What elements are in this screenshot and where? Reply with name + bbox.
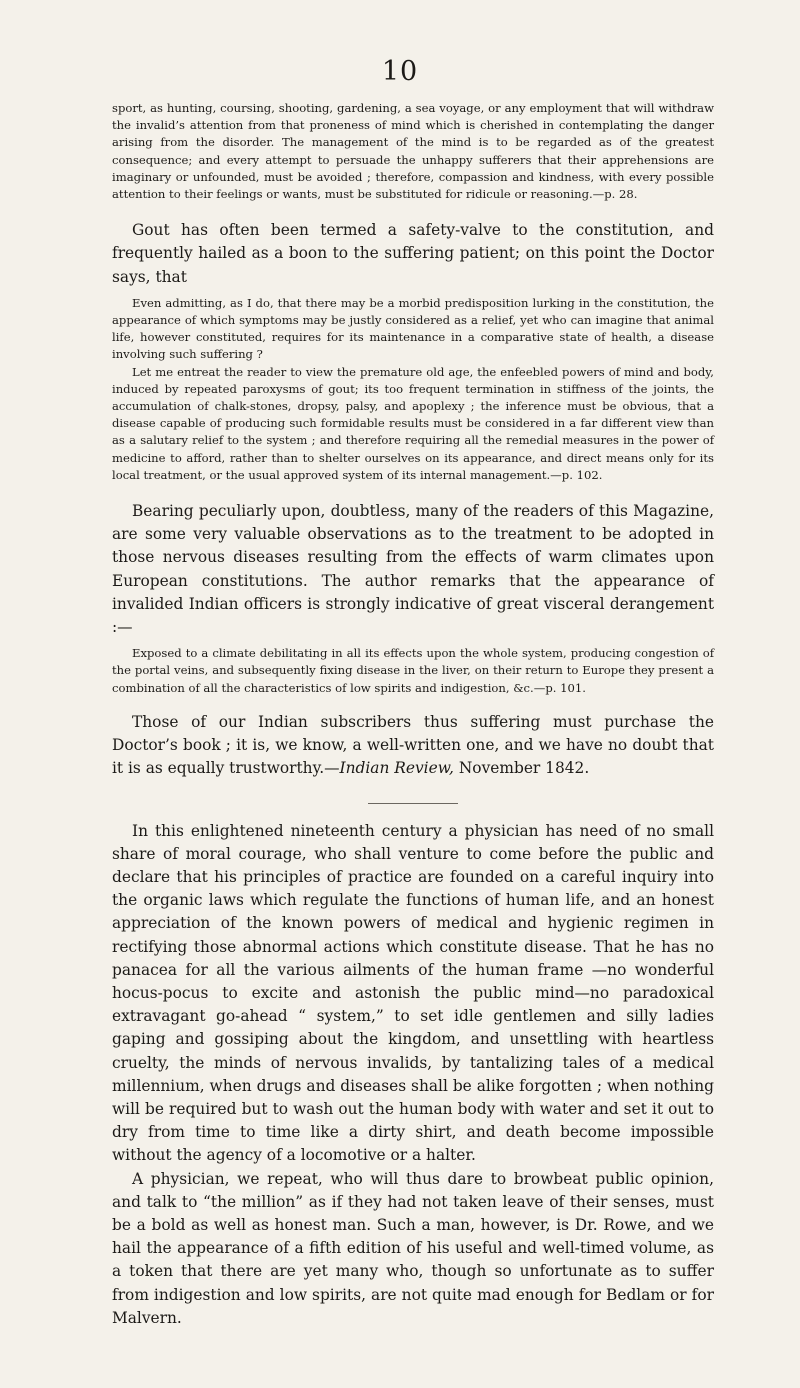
paragraph-indian-review <box>112 711 714 781</box>
paragraph-gout-quote-2: Let me entreat the reader to view the premature old age, the enfeebled powers of mind and body, induced by repeated paroxysms of gout; its too frequent termination in stiffness of the joints, the accumulation of chalk-stones, dropsy, palsy, and apoplexy ; the inference must be obvious, that a disease capable of producing such formidable results must be considered in a far different view than as a salutary relief to the system ; and therefore requiring all the remedial measures in the power of medicine to afford, rather than to shelter ourselves on its appearance, and direct means only for its local treatment, or the usual approved system of its internal management.—p. 102. <box>112 364 714 482</box>
paragraph-sport-excerpt: sport, as hunting, coursing, shooting, gardening, a sea voyage, or any employment that will withdraw the invalid’s attention from that proneness of mind which is cherished in contemplating the danger arising from the disorder. The management of the mind is to be regarded as of the greatest consequence; and every attempt to persuade the unhappy sufferers that their apprehensions are imaginary or unfounded, must be avoided ; therefore, compassion and kindness, with every possible attention to their feelings or wants, must be substituted for ridicule or reasoning.—p. 28. <box>112 101 714 202</box>
review-text: Those of our Indian subscribers thus suffering must purchase the Doctor’s book ; it is, we know, a well-written one, and we have no doubt that it is as equally trustworthy.— <box>112 712 714 778</box>
paragraph-gout-quote-1: Even admitting, as I do, that there may be a morbid predisposition lurking in the constitution, the appearance of which symptoms may be justly considered as a relief, yet who can imagine that animal life, however constituted, requires for its maintenance in a comparative state of health, a disease involving such suffering ? <box>112 295 714 362</box>
paragraph-physician-courage: In this enlightened nineteenth century a physician has need of no small share of moral courage, who shall venture to come before the public and declare that his principles of practice are founded on a careful inquiry into the organic laws which regulate the functions of human life, and an honest appreciation of the known powers of medical and hygienic regimen in rectifying those abnormal actions which constitute disease. That he has no panacea for all the various ailments of the human frame —no wonderful hocus-pocus to excite and astonish the public mind—no paradoxical extravagant go-ahead “ system,” to set idle gentlemen and silly ladies gaping and gossiping about the kingdom, and unsettling with heartless cruelty, the minds of nervous invalids, by tantalizing tales of a medical millennium, when drugs and diseases shall be alike forgotten ; when nothing will be required but to wash out the human body with water and set it out to dry from time to time like a dirty shirt, and death become impossible without the agency of a locomotive or a halter. <box>112 821 714 1165</box>
page-number: 10 <box>381 56 419 87</box>
paragraph-dr-rowe: A physician, we repeat, who will thus dare to browbeat public opinion, and talk to “the million” as if they had not taken leave of their senses, must be a bold as well as honest man. Such a man, however, is Dr. Rowe, and we hail the appearance of a fifth edition of his useful and well-timed volume, as a token that there are yet many who, though so unfortunate as to suffer from indigestion and low spirits, are not quite mad enough for Bedlam or for Malvern. <box>112 1169 714 1327</box>
section-divider <box>368 803 458 804</box>
review-source: Indian Review, <box>339 759 454 778</box>
paragraph-climate-quote: Exposed to a climate debilitating in all its effects upon the whole system, producing congestion of the portal veins, and subsequently fixing disease in the liver, on their return to Europe they present a combination of all the characteristics of low spirits and indigestion, &c.—p. 101. <box>112 646 714 695</box>
review-date: November 1842. <box>453 759 590 778</box>
paragraph-gout-intro: Gout has often been termed a safety-valve to the constitution, and frequently hailed as a boon to the suffering patient; on this point the Doctor says, that <box>112 221 714 286</box>
page-body <box>112 100 714 1330</box>
paragraph-indian-climates: Bearing peculiarly upon, doubtless, many of the readers of this Magazine, are some very valuable observations as to the treatment to be adopted in those nervous diseases resulting from the effects of warm climates upon European constitutions. The author remarks that the appearance of invalided Indian officers is strongly indicative of great visceral derangement :— <box>112 502 714 637</box>
